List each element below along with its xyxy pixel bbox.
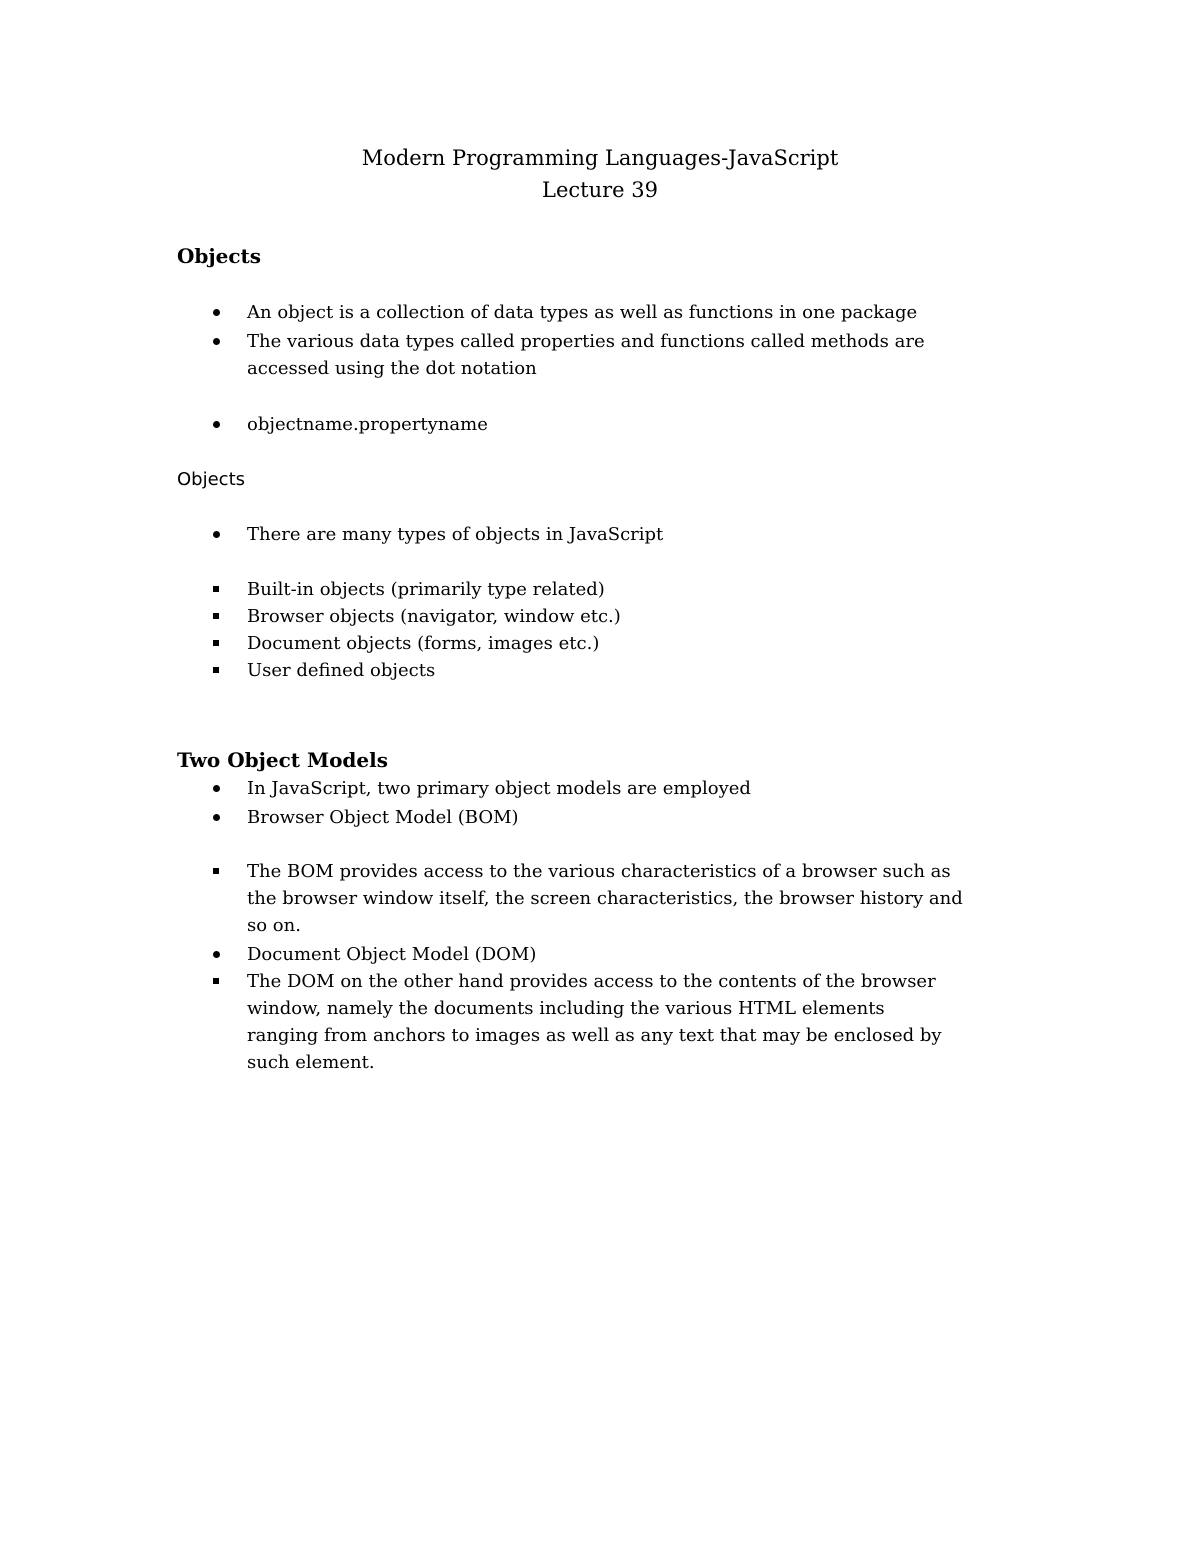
list-item: The BOM provides access to the various characteristics of a browser such as the browser window itself, the screen characteristics, the browser history and so on. xyxy=(247,858,1047,939)
list-item: Built-in objects (primarily type related) xyxy=(247,576,1047,603)
section-heading-objects: Objects xyxy=(177,244,262,268)
list-item: objectname.propertyname xyxy=(247,411,1047,438)
document-title: Modern Programming Languages-JavaScript xyxy=(361,146,839,170)
list-item: There are many types of objects in JavaScript xyxy=(247,521,1047,548)
bullet-dot-icon xyxy=(213,785,220,792)
list-item: Document objects (forms, images etc.) xyxy=(247,630,1047,657)
list-item: User defined objects xyxy=(247,657,1047,684)
list-item: The DOM on the other hand provides access to the contents of the browser window, namely the documents including the various HTML elements ranging from anchors to images as well as any text that may be enclosed by such element. xyxy=(247,968,1047,1076)
bullet-dot-icon xyxy=(213,338,220,345)
list-item: Browser objects (navigator, window etc.) xyxy=(247,603,1047,630)
bullet-square-icon xyxy=(213,613,219,619)
bullet-square-icon xyxy=(213,667,219,673)
lecture-number: Lecture 39 xyxy=(542,178,658,202)
list-item: Document Object Model (DOM) xyxy=(247,941,1047,968)
bullet-square-icon xyxy=(213,978,219,984)
list-item: Browser Object Model (BOM) xyxy=(247,804,1047,831)
section-heading-two-object-models: Two Object Models xyxy=(177,748,388,772)
section-subheading-objects: Objects xyxy=(177,469,246,490)
bullet-square-icon xyxy=(213,868,219,874)
bullet-square-icon xyxy=(213,640,219,646)
bullet-square-icon xyxy=(213,586,219,592)
bullet-dot-icon xyxy=(213,814,220,821)
bullet-dot-icon xyxy=(213,309,220,316)
list-item: An object is a collection of data types as well as functions in one package xyxy=(247,299,1047,326)
list-item: The various data types called properties and functions called methods are accessed using the dot notation xyxy=(247,328,1047,382)
list-item: In JavaScript, two primary object models are employed xyxy=(247,775,1047,802)
bullet-dot-icon xyxy=(213,531,220,538)
bullet-dot-icon xyxy=(213,421,220,428)
bullet-dot-icon xyxy=(213,951,220,958)
